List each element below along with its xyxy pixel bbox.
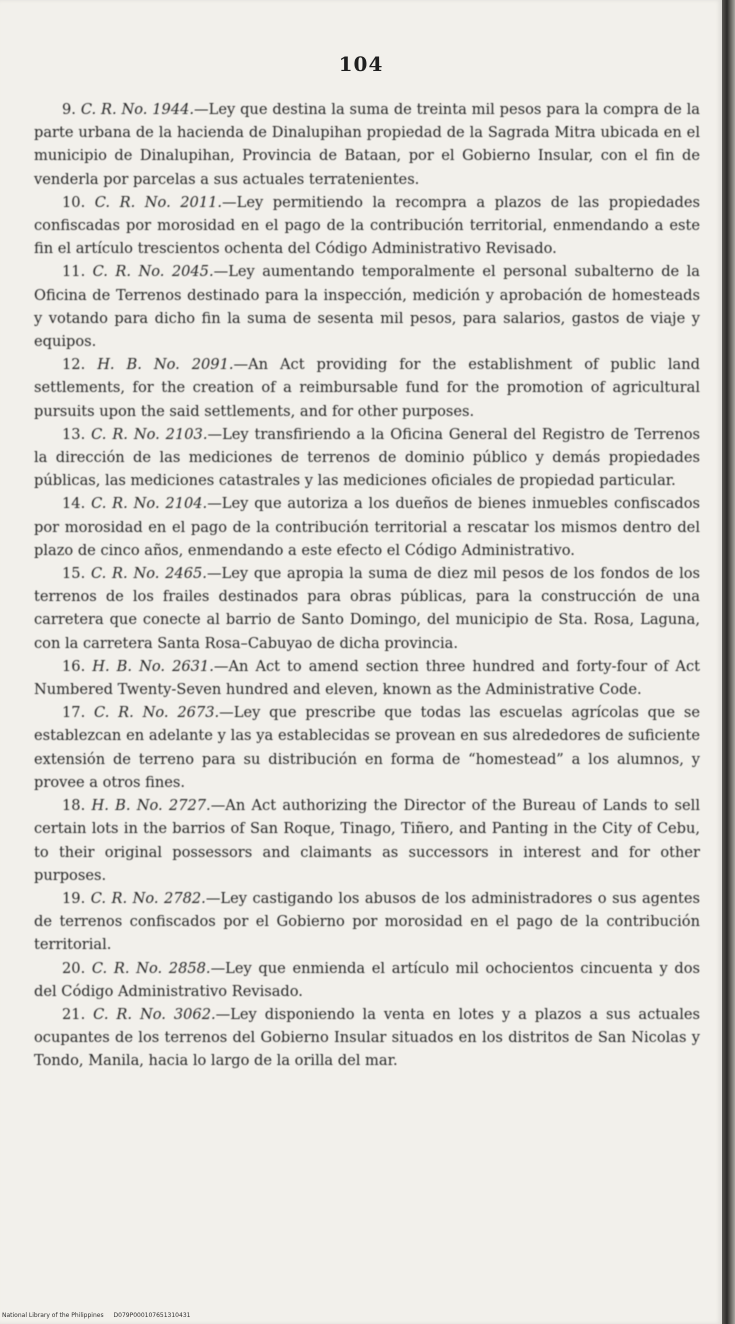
scan-footer [2,1312,190,1319]
law-entry [34,1003,700,1073]
entry-number: 12. [62,356,86,374]
entry-description: —Ley que enmienda el artículo mil ochocientos cincuenta y dos del Código Administrativo Revisado. [34,959,701,1000]
bill-reference: C. R. No. 2045. [92,263,214,281]
entry-description: —Ley transfiriendo a la Oficina General del Registro de Terrenos la dirección de las mediciones de terrenos de dominio público y demás propiedades públicas, las mediciones catastrales y las mediciones oficiales de propiedad particular. [34,425,700,490]
entry-description: —Ley disponiendo la venta en lotes y a plazos a sus actuales ocupantes de los terrenos del Gobierno Insular situados en los distritos de San Nicolas y Tondo, Manila, hacia lo largo de la orilla del mar. [34,1005,701,1070]
law-entry [34,260,700,353]
bill-reference: H. B. No. 2091. [97,356,234,374]
bill-reference: C. R. No. 2465. [91,565,207,583]
law-entry [34,191,700,261]
law-entry [34,98,700,191]
bill-reference: C. R. No. 3062. [93,1005,216,1023]
page-body [34,98,700,1073]
entry-description: —Ley permitiendo la recompra a plazos de las propiedades confiscadas por morosidad en el pago de la contribución territorial, enmendando a este fin el artículo trescientos ochenta del Código Administrativo Revisado. [34,193,700,258]
entry-number: 11. [62,263,86,281]
bill-reference: C. R. No. 1944. [80,101,195,118]
entry-description: —Ley que autoriza a los dueños de bienes inmuebles confiscados por morosidad en el pago de la contribución territorial a rescatar los mismos dentro del plazo de cinco años, enmendando a este efecto el Código Administrativo. [34,495,701,559]
entry-number: 15. [62,565,86,583]
law-entry [34,957,700,1003]
bill-reference: C. R. No. 2011. [94,193,223,211]
entry-number: 13. [62,425,86,443]
law-entry [34,492,700,562]
bill-reference: H. B. No. 2727. [91,797,211,815]
page-number: 104 [338,52,384,76]
entry-number: 10. [62,193,86,211]
law-entry [34,353,700,423]
entry-description: —An Act to amend section three hundred and forty-four of Act Numbered Twenty-Seven hundred and eleven, known as the Administrative Code. [34,657,700,699]
entry-description: —Ley aumentando temporalmente el personal subalterno de la Oficina de Terrenos destinado para la inspección, medición y aprobación de homesteads y votando para dicho fin la suma de sesenta mil pesos, para salarios, gastos de viaje y equipos. [34,263,700,351]
bill-reference: C. R. No. 2782. [90,889,206,907]
law-entry [34,794,700,887]
entry-description: —An Act providing for the establishment of public land settlements, for the creation of a reimbursable fund for the promotion of agricultural pursuits upon the said settlements, and for other purposes. [34,356,701,420]
bill-reference: C. R. No. 2858. [91,959,211,977]
bill-reference: H. B. No. 2631. [92,657,214,675]
entry-number: 21. [62,1005,86,1023]
entry-number: 20. [62,959,86,977]
entry-number: 17. [62,704,86,722]
library-credit: National Library of the Philippines [2,1312,104,1319]
scan-edge [722,0,735,1324]
entry-number: 18. [62,797,86,815]
law-entry [34,423,700,493]
entry-description: —Ley que apropia la suma de diez mil pesos de los fondos de los terrenos de los frailes destinados para obras públicas, para la construcción de una carretera que conecte al barrio de Santo Domingo, del municipio de Sta. Rosa, Laguna, con la carretera Santa Rosa–Cabuyao de dicha provincia. [34,565,701,652]
entry-number: 9. [62,101,76,118]
law-entry [34,701,700,794]
bill-reference: C. R. No. 2104. [91,495,208,513]
law-entry [34,562,700,655]
law-entry [34,887,700,957]
entry-description: —Ley que prescribe que todas las escuelas agrícolas que se establezcan en adelante y las ya establecidas se provean en sus alrededores de suficiente extensión de terreno para su distribución en forma de “homestead” a los alumnos, y provee a otros fines. [34,704,700,791]
entry-number: 19. [62,889,86,907]
scan-code: D079P000107651310431 [113,1312,191,1319]
bill-reference: C. R. No. 2103. [91,425,208,443]
entry-description: —An Act authorizing the Director of the Bureau of Lands to sell certain lots in the barrios of San Roque, Tinago, Tiñero, and Panting in the City of Cebu, to their original possessors and claimants as successors in interest and for other purposes. [34,797,701,884]
entry-description: —Ley castigando los abusos de los administradores o sus agentes de terrenos confiscados por el Gobierno por morosidad en el pago de la contribución territorial. [34,889,701,954]
entry-description: —Ley que destina la suma de treinta mil pesos para la compra de la parte urbana de la hacienda de Dinalupihan propiedad de la Sagrada Mitra ubicada en el municipio de Dinalupihan, Provincia de Bataan, por el Gobierno Insular, con el fin de venderla por parcelas a sus actuales terratenientes. [34,101,701,188]
entry-number: 16. [62,657,86,675]
entry-number: 14. [62,495,86,513]
bill-reference: C. R. No. 2673. [94,704,220,722]
law-entry [34,655,700,701]
